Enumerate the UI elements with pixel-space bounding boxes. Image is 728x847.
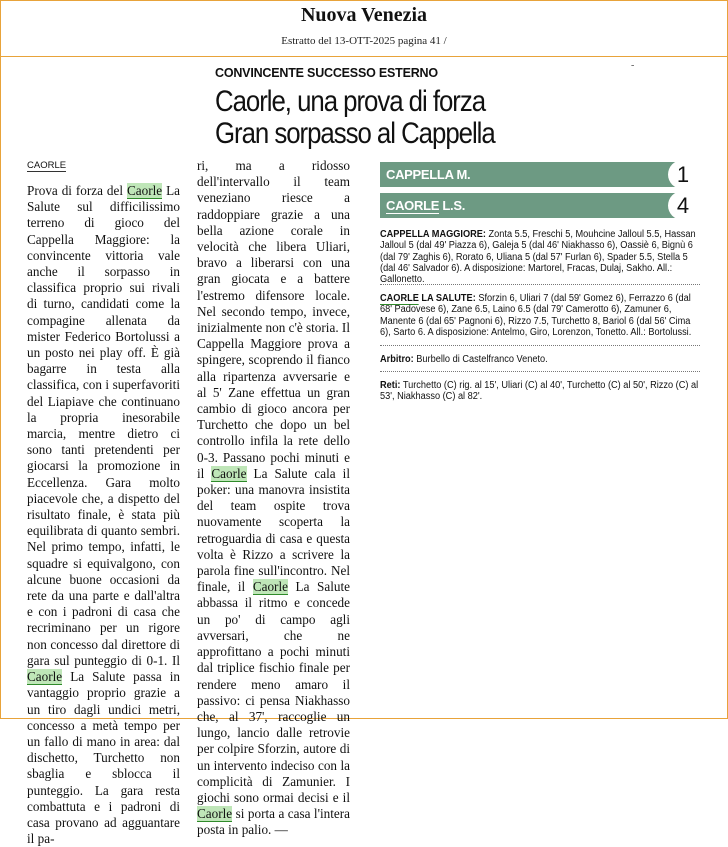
highlight-keyword: Caorle [211, 465, 247, 481]
goals-line [380, 380, 702, 403]
goals-label: Reti: [380, 380, 401, 391]
scoreboard-home-row [380, 162, 698, 187]
highlight-keyword: Caorle [27, 669, 63, 685]
goals-text: Turchetto (C) rig. al 15', Uliari (C) al 40', Turchetto (C) al 50', Rizzo (C) al 53', Niakhasso (C) al 82'. [380, 380, 699, 403]
home-lineup-text: Zonta 5.5, Freschi 5, Mouhcine Jalloul 5.5, Hassan Jalloul 5 (dal 49' Piazza 6), Galeja 5 (dal 46' Niakhasso 6), Oassiè 6, Bignù 6 (dal 79' Zaghis 6), Rorato 6, Uliana 5 (dal 57' Furlan 6), Spader 5.5, Stella 5 (dal 46' Salvador 6). A disposizione: Martorel, Fracas, Dulaj, Sakho. All.: Gallonetto. [380, 229, 696, 286]
referee-line [380, 354, 702, 365]
highlight-keyword: Caorle [126, 183, 163, 198]
away-score: 4 [668, 191, 698, 220]
article-headline [215, 86, 628, 150]
article-kicker: CONVINCENTE SUCCESSO ESTERNO [215, 66, 438, 80]
away-lineup [380, 293, 702, 338]
away-team-highlight: CAORLE [386, 198, 440, 213]
referee-label: Arbitro: [380, 354, 414, 365]
home-lineup [380, 229, 702, 285]
home-lineup-label: CAPPELLA MAGGIORE: [380, 229, 486, 240]
corner-mark: - [631, 60, 635, 71]
scoreboard-away-row [380, 193, 698, 218]
home-team-name: CAPPELLA M. [386, 167, 471, 182]
article-column-2: ri, ma a ridosso dell'intervallo il team veneziano riesce a raddoppiare grazie a una bella azione corale in velocità che libera Uliari, bravo a liberarsi con una gran giocata e a battere l'estremo difensore locale. Nel secondo tempo, invece, inizialmente non c'è storia. Il Cappella Maggiore prova a spingere, scoprendo il fianco alla ripartenza avversarie e al 5' Zane effettua un gran cambio di gioco ancora per Turchetto che dopo un bel controllo infila la rete dello 0-3. Passano pochi minuti e il Caorle La Salute cala il poker: una manovra insistita del team ospite trova nuovamente scoperta la retroguardia di casa e questa volta è Rizzo a scrivere la parola fine sull'incontro. Nel finale, il Caorle La Salute abbassa il ritmo e concede un po' di campo agli avversari, che ne approfittano a pochi minuti dal triplice fischio finale per rendere meno amaro il passivo: ci pensa Niakhasso che, al 37', raccoglie un lungo, lancio dalle retrovie per colpire Sforzin, autore di un intervento indeciso con la complicità di Zamunier. I giochi sono ormai decisi e il Caorle si porta a casa l'intera posta in palio. — [197, 158, 350, 838]
away-team-name [386, 198, 465, 213]
headline-line-1: Caorle, una prova di forza [215, 85, 486, 118]
extract-meta: Estratto del 13-OTT-2025 pagina 41 / [281, 35, 447, 47]
away-lineup-text: Sforzin 6, Uliari 7 (dal 59' Gomez 6), Ferrazzo 6 (dal 68' Padovese 6), Zane 6.5, Laino 6.5 (dal 79' Camerotto 6), Zamuner 6, Manente 6 (dal 65' Pagnoni 6), Rizzo 7.5, Turchetto 8, Bariol 6 (dal 56' Cima 6), Sarto 6. A disposizione: Antelmo, Giro, Lorenzon, Tonetto. All.: Bortolussi. [380, 293, 692, 338]
divider [380, 284, 700, 285]
publication-title: Nuova Venezia [300, 4, 428, 26]
away-lineup-highlight: CAORLE [380, 293, 419, 304]
divider [380, 371, 700, 372]
away-lineup-label: LA SALUTE: [418, 293, 476, 304]
highlight-keyword: Caorle [197, 806, 233, 822]
article-column-1: Prova di forza del Caorle La Salute sul difficilissimo terreno di gioco del Cappella Maggiore: la convincente vittoria vale anche il sorpasso in classifica proprio sui rivali di turno, candidati come la compagine allenata da mister Federico Bortolussi a un posto nei play off. È già bagarre in testa alla classifica, con i superfavoriti del Liapiave che continuano la propria inesorabile marcia, mentre dietro ci sono tanti pretendenti per giocarsi la promozione in Eccellenza. Gara molto piacevole che, a dispetto del risultato finale, è stata più equilibrata di quanto sembri. Nel primo tempo, infatti, le squadre si equivalgono, con alcune buone occasioni da rete da una parte e dall'altra e con i padroni di casa che recriminano per un rigore non concesso dal direttore di gara sul punteggio di 0-1. Il Caorle La Salute passa in vantaggio proprio grazie a un tiro dagli undici metri, concesso a metà tempo per un fallo di mano in area: dal dischetto, Turchetto non sbaglia e sblocca il punteggio. La gara resta combattuta e i padroni di casa provano ad agguantare il pa- [27, 183, 180, 847]
referee-text: Burbello di Castelfranco Veneto. [413, 354, 548, 365]
section-tag: CAORLE [27, 160, 67, 171]
away-team-suffix: L.S. [439, 198, 466, 213]
divider [380, 345, 700, 346]
body-text: Prova di forza del [27, 183, 127, 198]
scoreboard [380, 162, 698, 219]
headline-line-2: Gran sorpasso al Cappella [215, 117, 495, 150]
clipping-header [1, 1, 727, 57]
highlight-keyword: Caorle [252, 579, 288, 595]
home-score: 1 [668, 160, 698, 189]
